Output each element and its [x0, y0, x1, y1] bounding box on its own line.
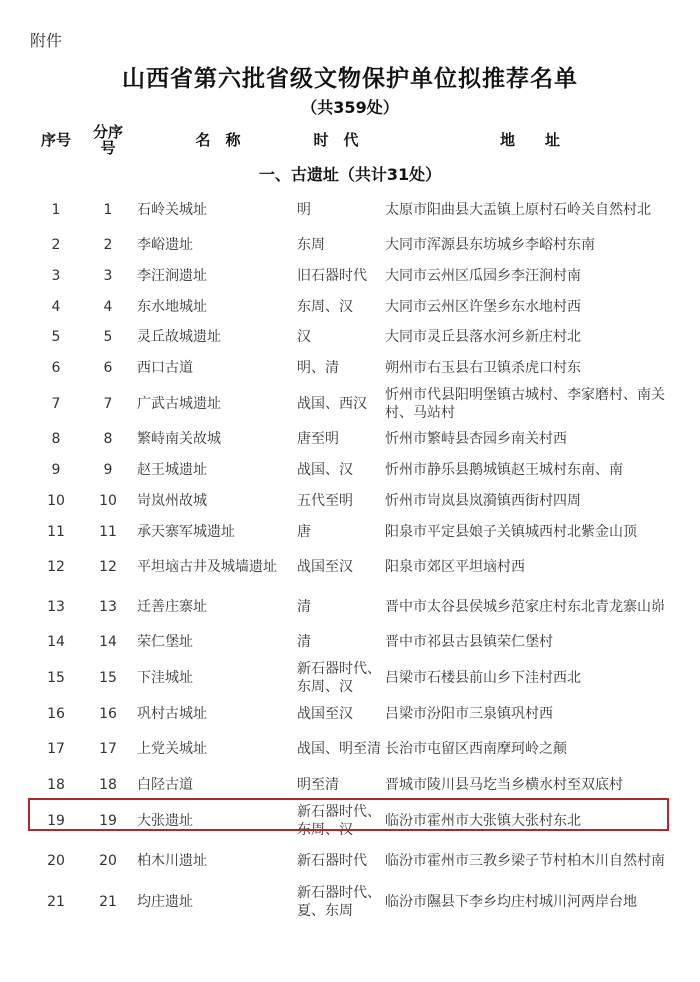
cell-era — [297, 547, 381, 587]
cell-seq — [20, 424, 92, 454]
cell-era-text: 东周、汉 — [297, 298, 353, 315]
cell-address — [385, 383, 680, 424]
cell-address-text: 临汾市隰县下李乡均庄村城川河两岸台地 — [385, 893, 637, 910]
cell-name-text: 迁善庄寨址 — [137, 599, 207, 615]
cell-seq — [20, 698, 92, 729]
cell-era — [297, 729, 381, 769]
cell-address-text: 吕梁市汾阳市三泉镇巩村西 — [385, 705, 553, 722]
cell-address-text: 吕梁市石楼县前山乡下洼村西北 — [385, 669, 581, 686]
cell-address — [385, 769, 680, 800]
cell-sub — [90, 352, 126, 383]
cell-sub-text: 20 — [99, 853, 117, 869]
cell-era-text: 唐至明 — [297, 431, 339, 447]
cell-sub-text: 14 — [99, 634, 117, 650]
cell-era-text: 新石器时代、东周、汉 — [297, 803, 381, 838]
cell-era-text: 战国、明至清 — [297, 741, 381, 757]
table-row — [20, 383, 680, 424]
cell-sub — [90, 547, 126, 587]
cell-seq-text: 16 — [47, 705, 65, 722]
cell-sub — [90, 260, 126, 291]
cell-seq-text: 20 — [47, 853, 65, 869]
cell-seq — [20, 291, 92, 322]
cell-name-text: 李峪遗址 — [137, 237, 193, 253]
cell-name — [137, 881, 292, 922]
cell-sub — [90, 769, 126, 800]
cell-sub — [90, 516, 126, 547]
cell-seq-text: 17 — [47, 741, 65, 757]
cell-sub-text: 17 — [99, 741, 117, 757]
cell-sub — [90, 190, 126, 230]
cell-seq — [20, 383, 92, 424]
cell-era — [297, 190, 381, 230]
cell-era-text: 战国、汉 — [297, 461, 353, 478]
cell-sub — [90, 698, 126, 729]
cell-seq-text: 12 — [47, 559, 65, 575]
cell-name-text: 荣仁堡址 — [137, 634, 193, 650]
cell-name — [137, 190, 292, 230]
cell-address — [385, 627, 680, 657]
cell-name — [137, 485, 292, 516]
cell-name — [137, 657, 292, 698]
table-row — [20, 729, 680, 769]
cell-address — [385, 587, 680, 627]
cell-name-text: 岢岚州故城 — [137, 492, 207, 509]
table-row — [20, 769, 680, 800]
cell-sub — [90, 587, 126, 627]
cell-era-text: 汉 — [297, 329, 311, 345]
cell-sub — [90, 383, 126, 424]
cell-sub-text: 15 — [99, 669, 117, 686]
cell-seq-text: 1 — [51, 202, 61, 218]
cell-address — [385, 657, 680, 698]
cell-name-text: 东水地城址 — [137, 298, 207, 315]
cell-name — [137, 769, 292, 800]
cell-era-text: 明至清 — [297, 776, 339, 793]
cell-era — [297, 516, 381, 547]
cell-era-text: 清 — [297, 634, 311, 650]
section-title: 一、古遗址（共计31处） — [258, 165, 442, 184]
cell-address-text: 晋中市太谷县侯城乡范家庄村东北青龙寨山峁 — [385, 599, 665, 615]
cell-seq — [20, 352, 92, 383]
cell-name-text: 广武古城遗址 — [137, 395, 221, 412]
cell-seq — [20, 657, 92, 698]
cell-address — [385, 230, 680, 260]
table-row — [20, 260, 680, 291]
cell-name-text: 承天寨军城遗址 — [137, 523, 235, 540]
cell-seq-text: 15 — [47, 669, 65, 686]
table-row — [20, 841, 680, 881]
cell-name-text: 均庄遗址 — [137, 893, 193, 910]
cell-sub — [90, 291, 126, 322]
cell-sub-text: 19 — [99, 812, 117, 829]
cell-sub — [90, 627, 126, 657]
table-row — [20, 698, 680, 729]
cell-sub-text: 10 — [99, 492, 117, 509]
cell-address — [385, 485, 680, 516]
cell-address-text: 朔州市右玉县右卫镇杀虎口村东 — [385, 359, 581, 376]
table-row — [20, 424, 680, 454]
cell-name-text: 西口古道 — [137, 359, 193, 376]
cell-name — [137, 352, 292, 383]
table-row — [20, 881, 680, 922]
cell-sub-text: 5 — [103, 329, 113, 345]
cell-address-text: 大同市云州区许堡乡东水地村西 — [385, 298, 581, 315]
cell-address-text: 晋中市祁县古县镇荣仁堡村 — [385, 634, 553, 650]
cell-seq — [20, 485, 92, 516]
cell-era — [297, 841, 381, 881]
cell-name — [137, 383, 292, 424]
cell-address-text: 忻州市静乐县鹅城镇赵王城村东南、南 — [385, 461, 623, 478]
cell-sub-text: 11 — [99, 523, 117, 540]
cell-era — [297, 769, 381, 800]
cell-sub-text: 2 — [103, 237, 113, 253]
attachment-label: 附件 — [30, 31, 63, 50]
cell-era — [297, 352, 381, 383]
cell-sub-text: 12 — [99, 559, 117, 575]
cell-era-text: 新石器时代、夏、东周 — [297, 884, 381, 919]
cell-address-text: 大同市浑源县东坊城乡李峪村东南 — [385, 237, 595, 253]
cell-name-text: 白陉古道 — [137, 776, 193, 793]
cell-sub — [90, 881, 126, 922]
cell-era-text: 战国至汉 — [297, 559, 353, 575]
cell-address — [385, 698, 680, 729]
cell-seq — [20, 881, 92, 922]
cell-name — [137, 841, 292, 881]
cell-sub-text: 1 — [103, 202, 113, 218]
page-title: 山西省第六批省级文物保护单位拟推荐名单 — [122, 66, 578, 92]
cell-sub-text: 13 — [99, 599, 117, 615]
cell-name — [137, 291, 292, 322]
cell-era-text: 清 — [297, 599, 311, 615]
table-row — [20, 587, 680, 627]
cell-address — [385, 352, 680, 383]
table-row — [20, 547, 680, 587]
cell-name — [137, 454, 292, 485]
cell-name — [137, 322, 292, 352]
cell-address-text: 忻州市岢岚县岚漪镇西街村四周 — [385, 492, 581, 509]
cell-sub-text: 7 — [103, 395, 113, 412]
cell-seq — [20, 627, 92, 657]
cell-era — [297, 881, 381, 922]
cell-seq — [20, 260, 92, 291]
cell-sub — [90, 230, 126, 260]
cell-era — [297, 454, 381, 485]
cell-era — [297, 230, 381, 260]
cell-seq — [20, 230, 92, 260]
cell-era-text: 唐 — [297, 523, 311, 540]
table-header — [20, 120, 680, 160]
cell-era — [297, 424, 381, 454]
cell-name — [137, 587, 292, 627]
cell-name — [137, 729, 292, 769]
cell-sub-text: 6 — [103, 359, 113, 376]
table-row — [20, 454, 680, 485]
table-row — [20, 627, 680, 657]
cell-name — [137, 698, 292, 729]
cell-seq-text: 10 — [47, 492, 65, 509]
header-era: 时 代 — [313, 130, 359, 149]
cell-era-text: 战国至汉 — [297, 705, 353, 722]
cell-seq-text: 8 — [51, 431, 61, 447]
table-row — [20, 291, 680, 322]
cell-address-text: 阳泉市平定县娘子关镇城西村北紫金山顶 — [385, 523, 637, 540]
cell-seq — [20, 769, 92, 800]
cell-era — [297, 627, 381, 657]
cell-address — [385, 322, 680, 352]
cell-seq-text: 2 — [51, 237, 61, 253]
header-subseq: 分序号 — [92, 122, 123, 157]
cell-era-text: 新石器时代、东周、汉 — [297, 660, 381, 695]
cell-era — [297, 260, 381, 291]
table-row — [20, 322, 680, 352]
cell-address — [385, 729, 680, 769]
cell-era-text: 东周 — [297, 237, 325, 253]
cell-sub-text: 3 — [103, 267, 113, 284]
cell-name-text: 大张遗址 — [137, 812, 193, 829]
cell-address-text: 临汾市霍州市大张镇大张村东北 — [385, 812, 581, 829]
cell-era-text: 新石器时代 — [297, 853, 367, 869]
cell-seq-text: 3 — [51, 267, 61, 284]
page-subtitle: （共359处） — [301, 98, 399, 117]
cell-name-text: 灵丘故城遗址 — [137, 329, 221, 345]
cell-seq-text: 14 — [47, 634, 65, 650]
cell-sub — [90, 485, 126, 516]
cell-sub — [90, 454, 126, 485]
cell-seq-text: 5 — [51, 329, 61, 345]
cell-era-text: 明 — [297, 202, 311, 218]
cell-sub-text: 18 — [99, 776, 117, 793]
table-row — [20, 657, 680, 698]
cell-address — [385, 547, 680, 587]
cell-address-text: 晋城市陵川县马圪当乡横水村至双底村 — [385, 776, 623, 793]
cell-name — [137, 260, 292, 291]
cell-sub — [90, 841, 126, 881]
cell-address-text: 大同市灵丘县落水河乡新庄村北 — [385, 329, 581, 345]
cell-name-text: 繁峙南关故城 — [137, 431, 221, 447]
cell-seq-text: 9 — [51, 461, 61, 478]
cell-name-text: 下洼城址 — [137, 669, 193, 686]
cell-seq — [20, 587, 92, 627]
table-row — [20, 230, 680, 260]
cell-sub-text: 8 — [103, 431, 113, 447]
cell-name-text: 上党关城址 — [137, 741, 207, 757]
cell-seq — [20, 516, 92, 547]
cell-address — [385, 291, 680, 322]
header-name: 名 称 — [195, 130, 241, 149]
cell-name-text: 柏木川遗址 — [137, 853, 207, 869]
cell-sub — [90, 657, 126, 698]
cell-name-text: 平坦垴古井及城墙遗址 — [137, 559, 277, 575]
cell-address-text: 临汾市霍州市三教乡梁子节村柏木川自然村南 — [385, 853, 665, 869]
table-row — [20, 516, 680, 547]
cell-name — [137, 424, 292, 454]
cell-seq-text: 6 — [51, 359, 61, 376]
cell-address — [385, 881, 680, 922]
cell-era — [297, 657, 381, 698]
cell-name-text: 李汪涧遗址 — [137, 267, 207, 284]
cell-sub-text: 9 — [103, 461, 113, 478]
cell-name-text: 石岭关城址 — [137, 202, 207, 218]
cell-address — [385, 260, 680, 291]
cell-seq — [20, 547, 92, 587]
cell-era-text: 明、清 — [297, 359, 339, 376]
cell-era-text: 旧石器时代 — [297, 267, 367, 284]
cell-era — [297, 291, 381, 322]
cell-address-text: 忻州市代县阳明堡镇古城村、李家磨村、南关村、马站村 — [385, 386, 665, 421]
cell-name — [137, 516, 292, 547]
cell-address-text: 大同市云州区瓜园乡李汪涧村南 — [385, 267, 581, 284]
cell-era — [297, 485, 381, 516]
highlight-box — [28, 798, 669, 831]
cell-era-text: 战国、西汉 — [297, 395, 367, 412]
cell-seq-text: 7 — [51, 395, 61, 412]
cell-address-text: 长治市屯留区西南摩珂岭之颠 — [385, 741, 567, 757]
table-row — [20, 190, 680, 230]
cell-seq — [20, 190, 92, 230]
cell-sub — [90, 729, 126, 769]
cell-seq-text: 19 — [47, 812, 65, 829]
cell-address — [385, 424, 680, 454]
cell-address — [385, 516, 680, 547]
cell-seq-text: 18 — [47, 776, 65, 793]
cell-name — [137, 230, 292, 260]
cell-name-text: 巩村古城址 — [137, 705, 207, 722]
cell-seq — [20, 729, 92, 769]
cell-address — [385, 454, 680, 485]
cell-sub-text: 4 — [103, 298, 113, 315]
cell-address-text: 阳泉市郊区平坦垴村西 — [385, 559, 525, 575]
cell-name-text: 赵王城遗址 — [137, 461, 207, 478]
cell-seq-text: 21 — [47, 893, 65, 910]
cell-name — [137, 627, 292, 657]
cell-sub — [90, 322, 126, 352]
cell-sub-text: 21 — [99, 893, 117, 910]
cell-seq — [20, 322, 92, 352]
cell-address — [385, 190, 680, 230]
cell-seq-text: 11 — [47, 523, 65, 540]
cell-seq — [20, 454, 92, 485]
cell-address-text: 忻州市繁峙县杏园乡南关村西 — [385, 431, 567, 447]
cell-address-text: 太原市阳曲县大盂镇上原村石岭关自然村北 — [385, 202, 651, 218]
cell-sub — [90, 424, 126, 454]
cell-era — [297, 698, 381, 729]
table-row — [20, 352, 680, 383]
cell-era-text: 五代至明 — [297, 492, 353, 509]
cell-address — [385, 841, 680, 881]
cell-name — [137, 547, 292, 587]
cell-seq-text: 4 — [51, 298, 61, 315]
cell-seq-text: 13 — [47, 599, 65, 615]
cell-era — [297, 322, 381, 352]
table-row — [20, 485, 680, 516]
cell-era — [297, 383, 381, 424]
cell-sub-text: 16 — [99, 705, 117, 722]
header-seq: 序号 — [40, 130, 71, 149]
cell-era — [297, 587, 381, 627]
header-address: 地 址 — [499, 130, 560, 149]
cell-seq — [20, 841, 92, 881]
